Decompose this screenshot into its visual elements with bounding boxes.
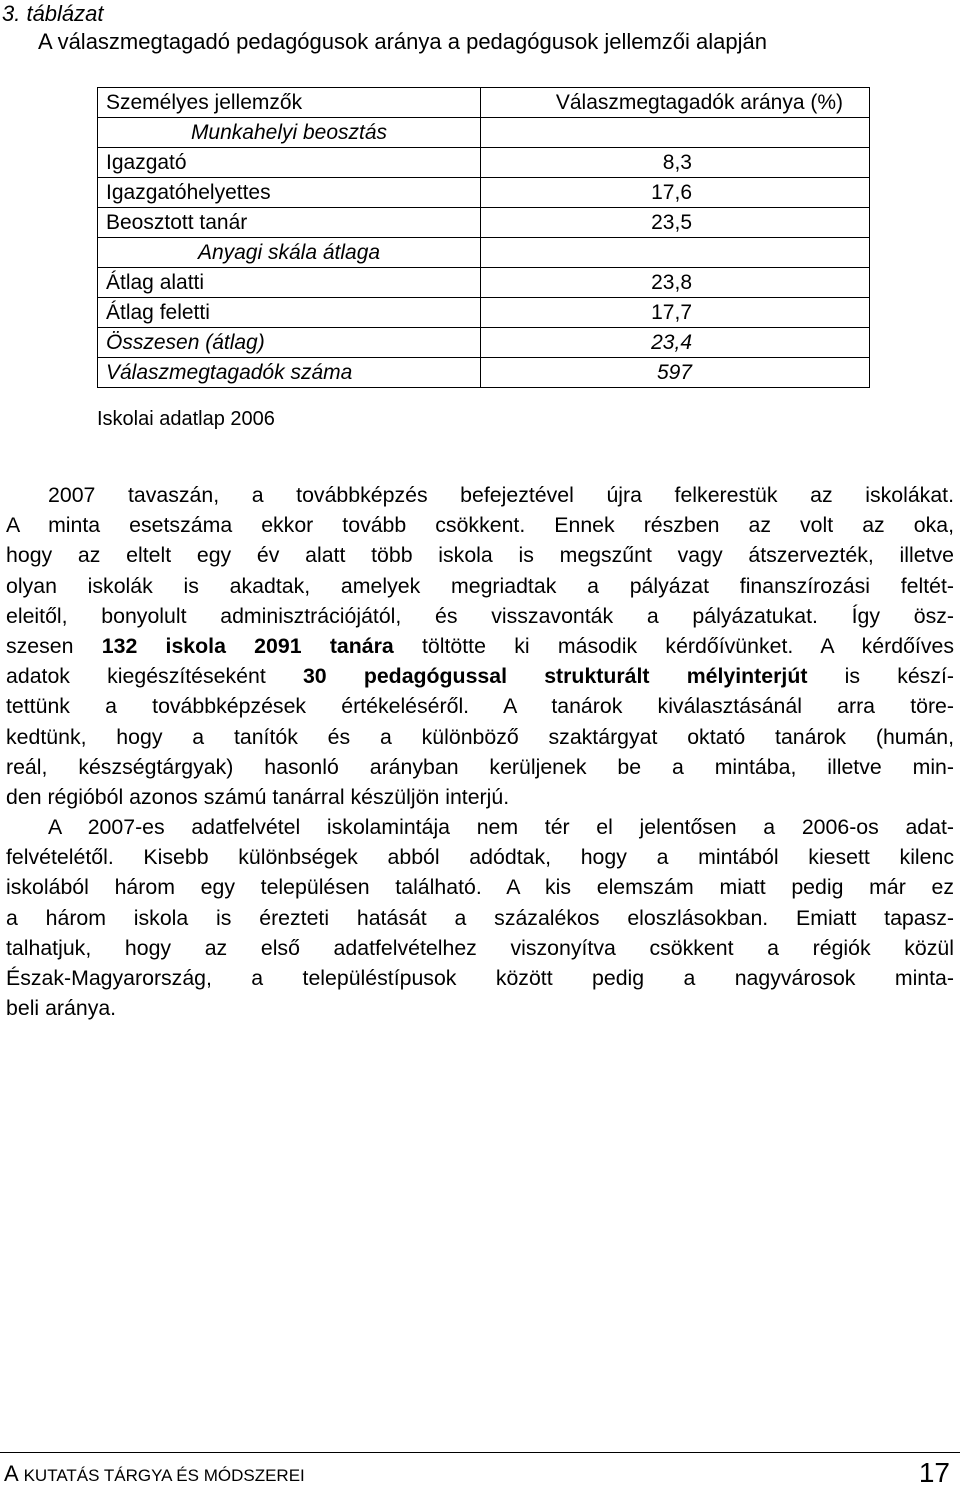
page-number: 17 — [918, 1457, 950, 1488]
row-label: Átlag feletti — [98, 298, 481, 328]
section-label: Anyagi skála átlaga — [98, 238, 481, 268]
paragraph-line: 2007 tavaszán, a továbbképzés befejeztével újra felkerestük az iskolákat. — [48, 483, 954, 507]
row-value: 8,3 — [481, 148, 870, 178]
table-source: Iskolai adatlap 2006 — [97, 408, 275, 430]
table-row — [98, 268, 870, 298]
body-text — [6, 480, 954, 1023]
bold-interview-count: 30 pedagógussal strukturált mélyinterjút — [302, 664, 808, 689]
bold-sample-size: 132 iskola 2091 tanára — [101, 633, 394, 658]
footer-divider — [0, 1452, 960, 1453]
row-value: 23,5 — [481, 208, 870, 238]
paragraph-line: eleitől, bonyolult adminisztrációjától, és visszavonták a pályázatukat. Így ösz- — [6, 603, 954, 628]
total-row — [98, 328, 870, 358]
row-value: 23,8 — [481, 268, 870, 298]
paragraph-line: a három iskola is érezteti hatását a százalékos eloszlásokban. Emiatt tapasz- — [6, 905, 954, 930]
row-value: 17,6 — [481, 178, 870, 208]
row-label: Válaszmegtagadók száma — [98, 358, 481, 388]
row-label: Összesen (átlag) — [98, 328, 481, 358]
paragraph-line: A minta esetszáma ekkor tovább csökkent. Ennek részben az volt az oka, — [6, 513, 954, 538]
section-row-position — [98, 118, 870, 148]
header-cell-characteristics: Személyes jellemzők — [98, 88, 481, 118]
table-row — [98, 148, 870, 178]
data-table — [97, 87, 870, 388]
running-footer: A KUTATÁS TÁRGYA ÉS MÓDSZEREI — [4, 1461, 305, 1486]
paragraph-line: Észak-Magyarország, a településtípusok között pedig a nagyvárosok minta- — [6, 966, 954, 990]
header-cell-rate: Válaszmegtagadók aránya (%) — [481, 88, 870, 118]
paragraph-line: szesen 132 iskola 2091 tanára töltötte ki második kérdőívünket. A kérdőíves — [6, 633, 954, 658]
paragraph-line: tettünk a továbbképzések értékeléséről. A tanárok kiválasztásánál arra töre- — [6, 694, 954, 719]
row-label: Igazgató — [98, 148, 481, 178]
paragraph-line: adatok kiegészítéseként 30 pedagógussal strukturált mélyinterjút is készí- — [6, 664, 954, 689]
count-row — [98, 358, 870, 388]
paragraph-line: beli aránya. — [6, 996, 117, 1021]
paragraph-line: reál, készségtárgyak) hasonló arányban kerüljenek be a mintába, illetve min- — [6, 754, 954, 779]
row-value: 597 — [481, 358, 870, 388]
paragraph-line: den régióból azonos számú tanárral készüljön interjú. — [6, 784, 510, 809]
row-value: 23,4 — [481, 328, 870, 358]
table-row — [98, 208, 870, 238]
row-value: 17,7 — [481, 298, 870, 328]
paragraph-line: A 2007-es adatfelvétel iskolamintája nem tér el jelentősen a 2006-os adat- — [48, 815, 954, 840]
paragraph-line: iskolából három egy településen található. A kis elemszám miatt pedig már ez — [6, 875, 954, 900]
section-row-wealth — [98, 238, 870, 268]
row-label: Igazgatóhelyettes — [98, 178, 481, 208]
row-label: Átlag alatti — [98, 268, 481, 298]
paragraph-line: olyan iskolák is akadtak, amelyek megriadtak a pályázat finanszírozási feltét- — [6, 573, 954, 598]
table-header-row — [98, 88, 870, 118]
table-title: A válaszmegtagadó pedagógusok aránya a pedagógusok jellemzői alapján — [38, 29, 767, 54]
paragraph-line: talhatjuk, hogy az első adatfelvételhez viszonyítva csökkent a régiók közül — [6, 935, 954, 960]
table-label: 3. táblázat — [2, 1, 104, 26]
section-empty-cell — [481, 238, 870, 268]
paragraph-line: felvételétől. Kisebb különbségek abból adódtak, hogy a mintából kiesett kilenc — [6, 845, 954, 870]
table-row — [98, 178, 870, 208]
row-label: Beosztott tanár — [98, 208, 481, 238]
section-label: Munkahelyi beosztás — [98, 118, 481, 148]
section-empty-cell — [481, 118, 870, 148]
paragraph-line: kedtünk, hogy a tanítók és a különböző szaktárgyat oktató tanárok (humán, — [6, 724, 954, 749]
paragraph-line: hogy az eltelt egy év alatt több iskola is megszűnt vagy átszervezték, illetve — [6, 543, 954, 568]
table-row — [98, 298, 870, 328]
